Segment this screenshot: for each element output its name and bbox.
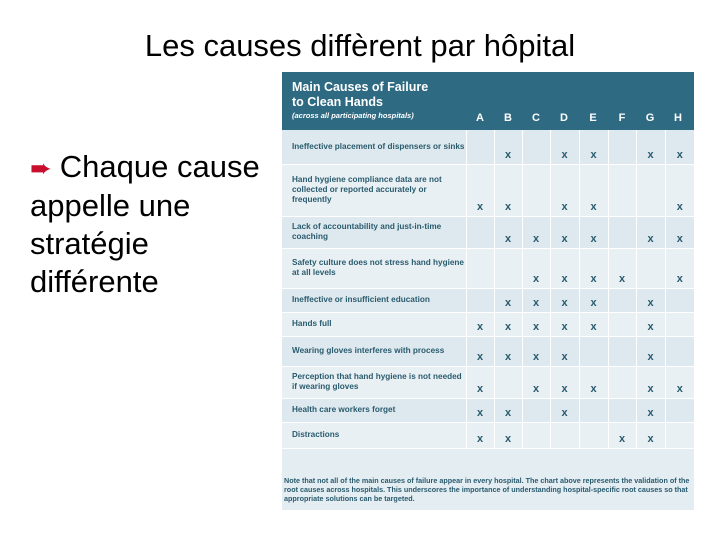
- mark-cell: [665, 288, 694, 312]
- mark-cell: x: [665, 366, 694, 398]
- mark-cell: [579, 398, 608, 422]
- mark-cell: x: [494, 312, 522, 336]
- mark-cell: [608, 164, 636, 216]
- mark-cell: [608, 130, 636, 164]
- mark-cell: [550, 422, 579, 448]
- mark-cell: x: [550, 248, 579, 288]
- mark-cell: [636, 164, 665, 216]
- mark-cell: [608, 336, 636, 366]
- mark-cell: x: [522, 288, 550, 312]
- mark-cell: x: [522, 248, 550, 288]
- table-row: [282, 398, 694, 422]
- mark-cell: x: [579, 164, 608, 216]
- figure-header: [282, 72, 694, 130]
- cause-label: Perception that hand hygiene is not needed if wearing gloves: [282, 366, 466, 398]
- mark-cell: x: [466, 366, 494, 398]
- table-row: [282, 130, 694, 164]
- mark-cell: [608, 216, 636, 248]
- figure-note: Note that not all of the main causes of failure appear in every hospital. The chart above represents the validation of the root causes across hospitals. This underscores the importance of understanding hospital-specific root causes so that appropriate solutions can be targeted.: [284, 476, 690, 503]
- cause-label: Hand hygiene compliance data are not collected or reported accurately or frequently: [282, 164, 466, 216]
- column-header: C: [532, 112, 540, 124]
- mark-cell: x: [522, 312, 550, 336]
- mark-cell: [579, 336, 608, 366]
- cause-label: Wearing gloves interferes with process: [282, 336, 466, 366]
- mark-cell: x: [665, 164, 694, 216]
- mark-cell: [522, 398, 550, 422]
- right-arrow-icon: ➨: [30, 153, 52, 183]
- cause-label: Health care workers forget: [282, 398, 466, 422]
- mark-cell: [665, 336, 694, 366]
- table-row: [282, 312, 694, 336]
- bullet-point: [30, 148, 265, 301]
- mark-cell: [522, 130, 550, 164]
- mark-cell: [665, 312, 694, 336]
- column-header: B: [504, 112, 512, 124]
- mark-cell: x: [494, 336, 522, 366]
- mark-cell: x: [522, 366, 550, 398]
- table-row: [282, 366, 694, 398]
- mark-cell: x: [636, 130, 665, 164]
- column-header: H: [674, 112, 682, 124]
- mark-cell: [665, 422, 694, 448]
- mark-cell: x: [466, 164, 494, 216]
- mark-cell: [665, 398, 694, 422]
- mark-cell: [579, 422, 608, 448]
- mark-cell: [466, 248, 494, 288]
- mark-cell: x: [494, 422, 522, 448]
- mark-cell: x: [665, 130, 694, 164]
- mark-cell: [494, 248, 522, 288]
- causes-grid: [282, 130, 694, 449]
- mark-cell: x: [636, 312, 665, 336]
- cause-label: Ineffective or insufficient education: [282, 288, 466, 312]
- mark-cell: x: [579, 216, 608, 248]
- mark-cell: x: [522, 336, 550, 366]
- mark-cell: x: [665, 216, 694, 248]
- mark-cell: x: [550, 164, 579, 216]
- mark-cell: x: [466, 398, 494, 422]
- mark-cell: x: [608, 248, 636, 288]
- mark-cell: x: [579, 288, 608, 312]
- mark-cell: x: [579, 312, 608, 336]
- mark-cell: x: [636, 336, 665, 366]
- slide-title: Les causes diffèrent par hôpital: [144, 28, 576, 63]
- mark-cell: x: [636, 398, 665, 422]
- cause-label: Ineffective placement of dispensers or sinks: [282, 130, 466, 164]
- cause-label: Safety culture does not stress hand hygiene at all levels: [282, 248, 466, 288]
- mark-cell: [636, 248, 665, 288]
- column-header: F: [618, 112, 626, 124]
- mark-cell: x: [636, 288, 665, 312]
- mark-cell: x: [494, 130, 522, 164]
- mark-cell: x: [550, 366, 579, 398]
- mark-cell: x: [550, 216, 579, 248]
- mark-cell: [466, 288, 494, 312]
- mark-cell: [522, 422, 550, 448]
- table-row: [282, 422, 694, 448]
- mark-cell: [466, 130, 494, 164]
- bullet-text: Chaque cause appelle une stratégie différente: [30, 149, 260, 299]
- mark-cell: [466, 216, 494, 248]
- mark-cell: x: [466, 312, 494, 336]
- column-header: G: [645, 112, 655, 124]
- table-row: [282, 164, 694, 216]
- mark-cell: x: [494, 288, 522, 312]
- mark-cell: x: [636, 422, 665, 448]
- table-row: [282, 288, 694, 312]
- table-row: [282, 216, 694, 248]
- mark-cell: x: [550, 288, 579, 312]
- mark-cell: x: [636, 366, 665, 398]
- table-row: [282, 336, 694, 366]
- figure-title-line2: to Clean Hands: [292, 95, 383, 109]
- cause-label: Distractions: [282, 422, 466, 448]
- mark-cell: x: [636, 216, 665, 248]
- mark-cell: [608, 312, 636, 336]
- mark-cell: [522, 164, 550, 216]
- mark-cell: x: [579, 248, 608, 288]
- mark-cell: x: [494, 164, 522, 216]
- mark-cell: x: [665, 248, 694, 288]
- mark-cell: x: [466, 422, 494, 448]
- mark-cell: x: [550, 336, 579, 366]
- mark-cell: x: [608, 422, 636, 448]
- mark-cell: x: [494, 398, 522, 422]
- mark-cell: x: [550, 130, 579, 164]
- mark-cell: x: [466, 336, 494, 366]
- table-row: [282, 248, 694, 288]
- mark-cell: [608, 398, 636, 422]
- mark-cell: x: [579, 366, 608, 398]
- mark-cell: x: [494, 216, 522, 248]
- causes-table-figure: [282, 72, 694, 510]
- mark-cell: x: [579, 130, 608, 164]
- cause-label: Hands full: [282, 312, 466, 336]
- figure-title: [292, 80, 428, 110]
- column-header: D: [560, 112, 568, 124]
- mark-cell: [608, 366, 636, 398]
- column-header: E: [589, 112, 597, 124]
- column-header: A: [476, 112, 484, 124]
- mark-cell: x: [550, 312, 579, 336]
- mark-cell: [608, 288, 636, 312]
- mark-cell: x: [550, 398, 579, 422]
- mark-cell: [494, 366, 522, 398]
- figure-title-line1: Main Causes of Failure: [292, 80, 429, 94]
- cause-label: Lack of accountability and just-in-time coaching: [282, 216, 466, 248]
- figure-subtitle: (across all participating hospitals): [292, 111, 414, 120]
- mark-cell: x: [522, 216, 550, 248]
